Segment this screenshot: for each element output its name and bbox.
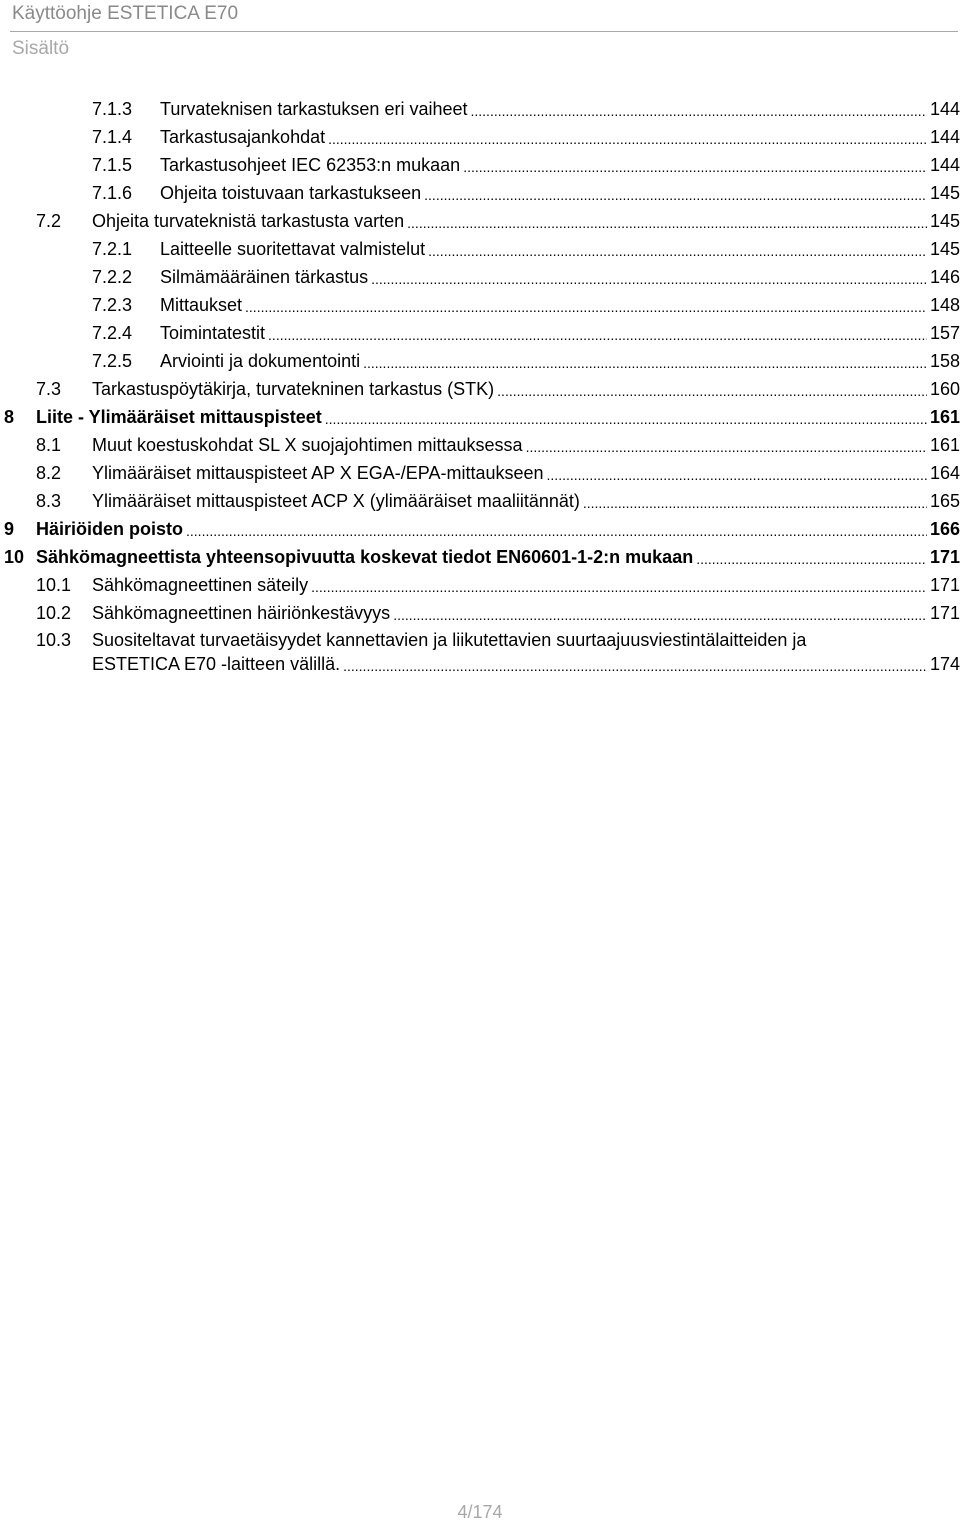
toc-dot-leader [245,297,927,317]
toc-page-number: 166 [929,519,960,539]
toc-entry-title: Tarkastuspöytäkirja, turvatekninen tarkastus (STK) [92,379,495,399]
toc-entry-title: ESTETICA E70 -laitteen välillä. [92,654,341,674]
toc-entry-number: 8.2 [36,463,62,483]
toc-dot-leader [471,101,927,121]
toc-page-number: 160 [929,379,960,399]
toc-entry-number: 7.2.2 [92,267,133,287]
toc-page-number: 148 [929,295,960,315]
toc-page-number: 145 [929,211,960,231]
toc-dot-leader [547,465,927,485]
toc-entry-title: Liite - Ylimääräiset mittauspisteet [36,407,322,427]
toc-dot-leader [526,437,927,457]
toc-dot-leader [328,129,927,149]
toc-entry-title: Ohjeita turvateknistä tarkastusta varten [92,211,405,231]
toc-page-number: 164 [929,463,960,483]
toc-entry-title: Turvateknisen tarkastuksen eri vaiheet [160,99,468,119]
toc-entry-number: 7.1.4 [92,127,133,147]
toc-entry-number: 10.3 [36,630,72,650]
toc-page-number: 144 [929,99,960,119]
toc-entry-title: Häiriöiden poisto [36,519,184,539]
toc-entry-title: Silmämääräinen tärkastus [160,267,369,287]
toc-page-number: 161 [929,435,960,455]
toc-page-number: 146 [929,267,960,287]
toc-dot-leader [497,381,927,401]
toc-dot-leader [696,549,927,569]
toc-entry-number: 8.3 [36,491,62,511]
toc-entry-number: 10.2 [36,603,72,623]
toc-dot-leader [186,521,927,541]
toc-entry-number: 7.2.3 [92,295,133,315]
toc-entry-number: 7.3 [36,379,62,399]
toc-entry-title: Muut koestuskohdat SL X suojajohtimen mittauksessa [92,435,523,455]
toc-entry-number: 8 [4,407,15,427]
toc-page-number: 171 [929,603,960,623]
header-divider [10,31,958,32]
toc-entry-title: Ylimääräiset mittauspisteet ACP X (ylimääräiset maaliitännät) [92,491,580,511]
toc-page-number: 158 [929,351,960,371]
toc-entry-title: Sähkömagneettinen häiriönkestävyys [92,603,391,623]
toc-page-number: 145 [929,183,960,203]
toc-entry-number: 7.1.3 [92,99,133,119]
toc-page-number: 157 [929,323,960,343]
toc-page-number: 144 [929,127,960,147]
toc-page-number: 174 [929,654,960,674]
toc-page-number: 161 [929,407,960,427]
toc-dot-leader [325,409,927,429]
toc-entry-title: Sähkömagneettista yhteensopivuutta koskevat tiedot EN60601-1-2:n mukaan [36,547,694,567]
toc-page-number: 165 [929,491,960,511]
toc-entry-title: Laitteelle suoritettavat valmistelut [160,239,426,259]
toc-page-number: 145 [929,239,960,259]
toc-dot-leader [428,241,927,261]
toc-dot-leader [463,157,927,177]
toc-dot-leader [268,325,927,345]
toc-dot-leader [407,213,927,233]
toc-entry-number: 10.1 [36,575,72,595]
page-indicator: 4/174 [457,1502,503,1522]
toc-page-number: 171 [929,547,960,567]
toc-entry-title: Arviointi ja dokumentointi [160,351,361,371]
toc-entry-title: Ohjeita toistuvaan tarkastukseen [160,183,422,203]
toc-dot-leader [371,269,927,289]
section-title: Sisältö [12,38,70,59]
toc-entry-number: 7.2 [36,211,62,231]
toc-dot-leader [343,656,927,676]
toc-entry-title: Tarkastusohjeet IEC 62353:n mukaan [160,155,461,175]
toc-entry-number: 9 [4,519,15,539]
toc-entry-title: Mittaukset [160,295,243,315]
toc-entry-number: 7.2.4 [92,323,133,343]
toc-entry-number: 7.1.6 [92,183,133,203]
toc-entry-title: Tarkastusajankohdat [160,127,326,147]
toc-entry-title-line1: Suositeltavat turvaetäisyydet kannettavien ja liikutettavien suurtaajuusviestintälaitteiden ja [92,630,807,650]
toc-dot-leader [424,185,927,205]
toc-entry-number: 7.1.5 [92,155,133,175]
toc-entry-number: 7.2.1 [92,239,133,259]
toc-entry-title: Sähkömagneettinen säteily [92,575,309,595]
toc-page-number: 171 [929,575,960,595]
toc-page-number: 144 [929,155,960,175]
toc-entry-number: 8.1 [36,435,62,455]
toc-dot-leader [363,353,927,373]
toc-entry-number: 10 [4,547,25,567]
toc-entry-title: Ylimääräiset mittauspisteet AP X EGA-/EPA-mittaukseen [92,463,544,483]
document-title: Käyttöohje ESTETICA E70 [12,3,239,24]
toc-entry-number: 7.2.5 [92,351,133,371]
toc-dot-leader [311,577,927,597]
toc-dot-leader [393,605,927,625]
toc-entry-title: Toimintatestit [160,323,266,343]
toc-dot-leader [583,493,927,513]
